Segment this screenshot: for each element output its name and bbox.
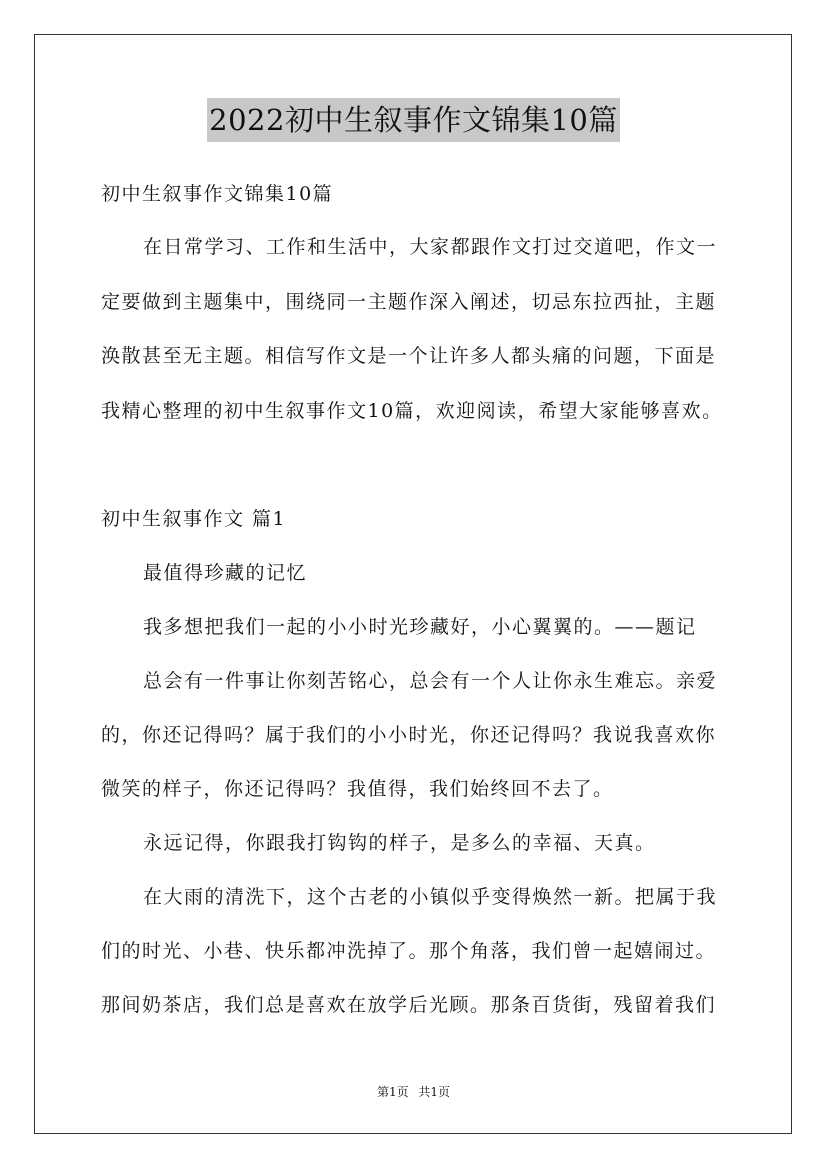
subtitle-line: 初中生叙事作文锦集10篇 (101, 183, 334, 205)
paragraph-line: 那间奶茶店，我们总是喜欢在放学后光顾。那条百货街，残留着我们 (101, 994, 717, 1016)
essay-title: 最值得珍藏的记忆 (143, 562, 308, 584)
section-heading: 初中生叙事作文 篇1 (101, 508, 287, 530)
paragraph-line: 在大雨的清洗下，这个古老的小镇似乎变得焕然一新。把属于我 (143, 886, 718, 908)
title-container (0, 98, 827, 142)
document-title: 2022初中生叙事作文锦集10篇 (207, 98, 620, 142)
page-footer (0, 1083, 827, 1101)
paragraph-line: 总会有一件事让你刻苦铭心，总会有一个人让你永生难忘。亲爱 (143, 670, 718, 692)
page-number: 第1页 (376, 1085, 409, 1099)
paragraph-line: 在日常学习、工作和生活中，大家都跟作文打过交道吧，作文一 (143, 236, 718, 258)
paragraph-line: 我精心整理的初中生叙事作文10篇，欢迎阅读，希望大家能够喜欢。 (101, 400, 723, 422)
paragraph-line: 我多想把我们一起的小小时光珍藏好，小心翼翼的。——题记 (143, 616, 697, 638)
paragraph-line: 微笑的样子，你还记得吗？我值得，我们始终回不去了。 (101, 778, 614, 800)
paragraph-line: 涣散甚至无主题。相信写作文是一个让许多人都头痛的问题，下面是 (101, 345, 717, 367)
paragraph-line: 的，你还记得吗？属于我们的小小时光，你还记得吗？我说我喜欢你 (101, 724, 717, 746)
paragraph-line: 定要做到主题集中，围绕同一主题作深入阐述，切忌东拉西扯，主题 (101, 291, 717, 313)
paragraph-line: 永远记得，你跟我打钩钩的样子，是多么的幸福、天真。 (143, 832, 656, 854)
paragraph-line: 们的时光、小巷、快乐都冲洗掉了。那个角落，我们曾一起嬉闹过。 (101, 940, 717, 962)
page-total: 共1页 (418, 1085, 451, 1099)
